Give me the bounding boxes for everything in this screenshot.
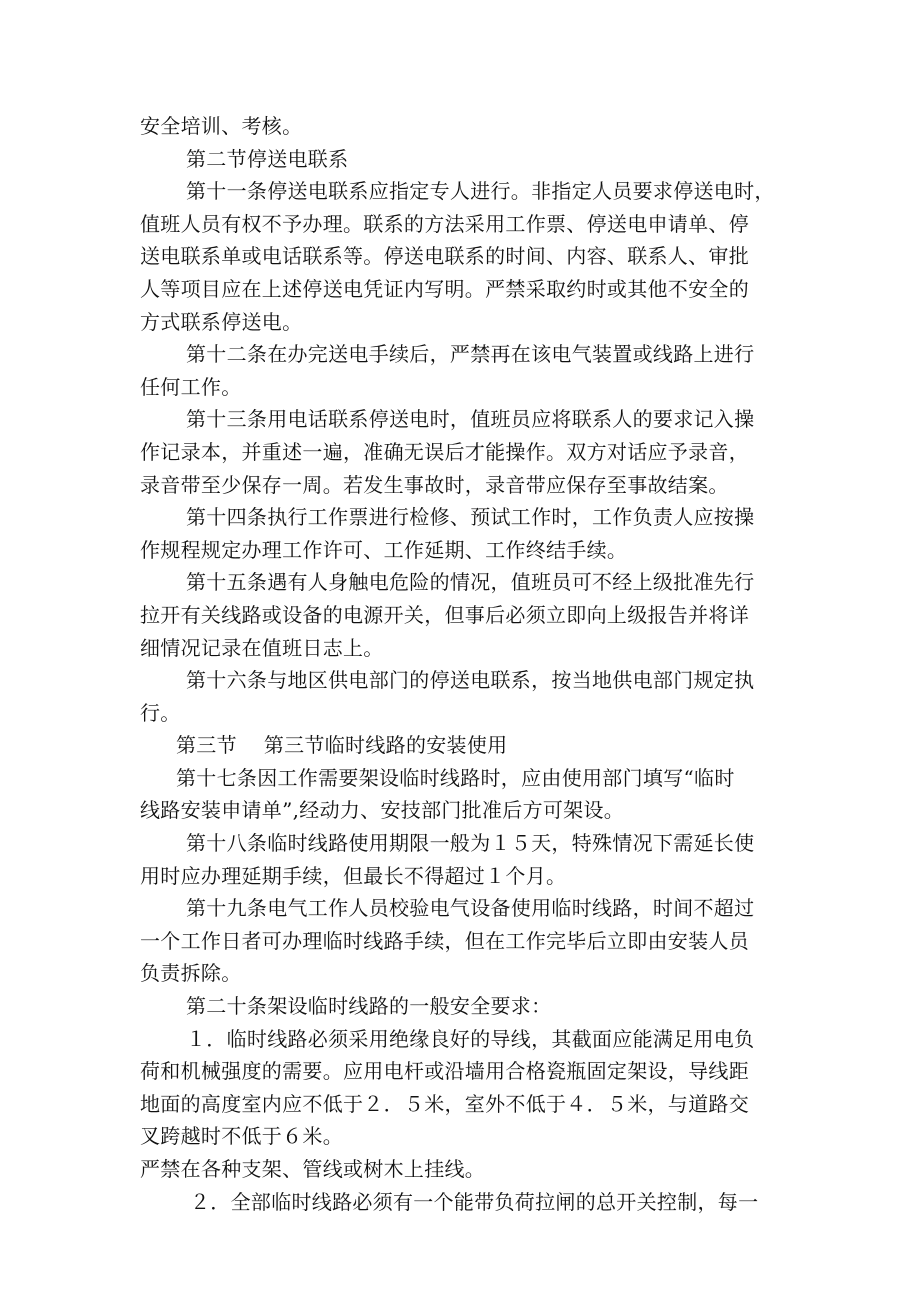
text-line: 任何工作。: [140, 374, 242, 399]
text-line: 荷和机械强度的需要。应用电杆或沿墙用合格瓷瓶固定架设，导线距: [140, 1059, 749, 1084]
text-line: 负责拆除。: [140, 961, 242, 986]
article-15-start: 第十五条遇有人身触电危险的情况，值班员可不经上级批准先行: [186, 570, 755, 595]
text-line: 线路安装申请单”,经动力、安技部门批准后方可架设。: [140, 798, 625, 823]
article-11-start: 第十一条停送电联系应指定专人进行。非指定人员要求停送电时，: [186, 179, 775, 204]
text-line: 送电联系单或电话联系等。停送电联系的时间、内容、联系人、审批: [140, 244, 749, 269]
text-line: 作规程规定办理工作许可、工作延期、工作终结手续。: [140, 537, 628, 562]
text-line: 严禁在各种支架、管线或树木上挂线。: [140, 1157, 486, 1181]
text-line: 拉开有关线路或设备的电源开关，但事后必须立即向上级报告并将详: [140, 602, 749, 627]
text-line: 用时应办理延期手续，但最长不得超过１个月。: [140, 863, 567, 888]
article-12-start: 第十二条在办完送电手续后，严禁再在该电气装置或线路上进行: [186, 342, 755, 367]
text-line: 录音带至少保存一周。若发生事故时，录音带应保存至事故结案。: [140, 472, 729, 497]
article-20-start: 第二十条架设临时线路的一般安全要求：: [186, 994, 552, 1019]
text-line: 安全培训、考核。: [140, 114, 303, 138]
article-17-start: 第十七条因工作需要架设临时线路时，应由使用部门填写“临时: [176, 765, 735, 790]
text-line: 叉跨越时不低于６米。: [140, 1124, 343, 1149]
list-item-1-start: １．临时线路必须采用绝缘良好的导线，其截面应能满足用电负: [186, 1026, 755, 1051]
article-14-start: 第十四条执行工作票进行检修、预试工作时，工作负责人应按操: [186, 505, 755, 530]
article-13-start: 第十三条用电话联系停送电时，值班员应将联系人的要求记入操: [186, 407, 755, 432]
article-19-start: 第十九条电气工作人员校验电气设备使用临时线路，时间不超过: [186, 896, 755, 921]
document-body: [140, 110, 790, 1218]
text-line: 人等项目应在上述停送电凭证内写明。严禁采取约时或其他不安全的: [140, 276, 749, 301]
text-line: 一个工作日者可办理临时线路手续，但在工作完毕后立即由安装人员: [140, 928, 749, 953]
article-18-start: 第十八条临时线路使用期限一般为１５天，特殊情况下需延长使: [186, 831, 755, 856]
text-line: 方式联系停送电。: [140, 309, 303, 334]
text-line: 作记录本，并重述一遍，准确无误后才能操作。双方对话应予录音，: [140, 439, 749, 464]
text-line: 值班人员有权不予办理。联系的方法采用工作票、停送电申请单、停: [140, 211, 749, 236]
section-heading: 第三节 第三节临时线路的安装使用: [176, 733, 508, 758]
article-16-start: 第十六条与地区供电部门的停送电联系，按当地供电部门规定执: [186, 668, 755, 693]
text-line: 行。: [140, 700, 181, 725]
list-item-2-start: ２．全部临时线路必须有一个能带负荷拉闸的总开关控制，每一: [190, 1189, 759, 1214]
text-line: 细情况记录在值班日志上。: [140, 635, 384, 660]
section-heading: 第二节停送电联系: [186, 146, 349, 171]
text-line: 地面的高度室内应不低于２．５米，室外不低于４．５米，与道路交: [140, 1091, 749, 1116]
